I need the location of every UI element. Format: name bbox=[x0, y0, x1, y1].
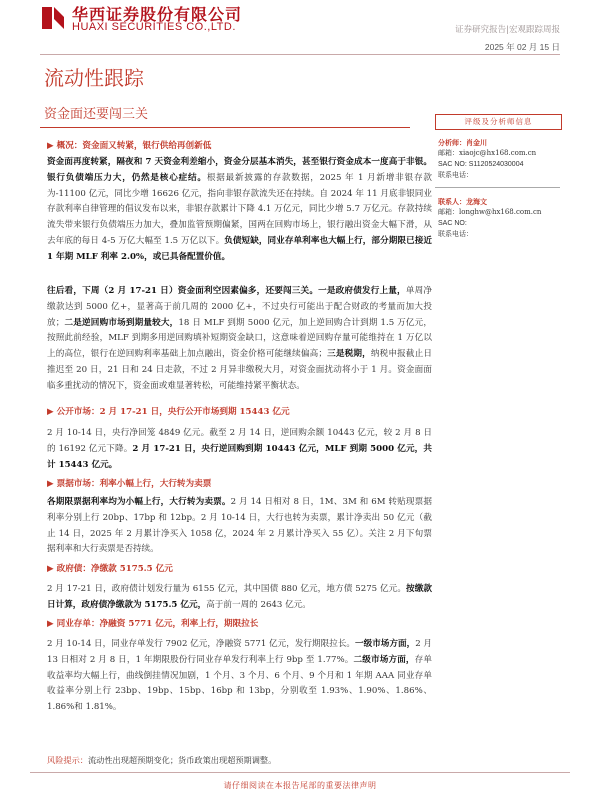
overview-p1-text: 根据最新披露的存款数据，2025 年 1 月新增非银存款为-11100 亿元，同比少增 16626 亿元，指向非银存款流失还在持续。自 2024 年 11 月底非银同业存款利率自律管理的倡议发布以来，非银存款累计下降 4.1 万亿元，同比少增 5.7 万亿元。存款持续流失带来银行负债端压力加大，叠加监管预期偏紧，国两在回购市场上，银行融出资金大幅下滑，从去年底的每日 4-5 万亿大幅至 1.5 万亿以下。 bbox=[47, 172, 432, 246]
footer-divider bbox=[30, 772, 570, 773]
section-heading-gov-bonds: ▶ 政府债：净缴款 5175.5 亿元 bbox=[47, 564, 173, 574]
gov-bonds-text2: 高于前一周的 2643 亿元。 bbox=[206, 599, 311, 610]
section-overview-p2 bbox=[47, 284, 432, 395]
contact-name: 联系人：龙海文 bbox=[438, 197, 487, 206]
ncd-text2: 2 月 13 日相对 2 月 8 日，1 年期限股份行同业存单发行利率上行 9bp 至 1.77%。 bbox=[47, 639, 432, 665]
brand-name-cn: 华西证券股份有限公司 bbox=[72, 5, 243, 24]
overview-p2-bold: 往后看，下周（2 月 17-21 日）资金面利空因素偏多，还要闯三关。一是政府债发行上量， bbox=[47, 286, 406, 296]
huaxi-logo-icon bbox=[40, 5, 66, 31]
subtitle-divider bbox=[40, 127, 410, 128]
ncd-text: 2 月 10-14 日，同业存单发行 7902 亿元，净融资 5771 亿元，发行期限拉长。 bbox=[47, 639, 356, 649]
gov-bonds-bold: 按缴款日计算，政府债净缴款为 5175.5 亿元， bbox=[47, 584, 432, 610]
footer-disclaimer: 请仔细阅读在本报告尾部的重要法律声明 bbox=[223, 781, 377, 790]
open-market-bold: 2 月 17-21 日，央行逆回购到期 10443 亿元，MLF 到期 5000 亿元，共计 15443 亿元。 bbox=[47, 443, 432, 470]
risk-label: 风险提示： bbox=[47, 755, 88, 765]
analyst-phone: 联系电话： bbox=[438, 171, 473, 179]
risk-text: 流动性出现超预期变化；货币政策出现超预期调整。 bbox=[87, 755, 277, 765]
analyst-sac: SAC NO: S1120524030004 bbox=[438, 161, 524, 168]
section-heading-bills: ▶ 票据市场：利率小幅上行，大行转为卖票 bbox=[47, 479, 212, 489]
section-overview-p1 bbox=[47, 155, 432, 266]
ncd-text3: 存单收益率均大幅上行，曲线倒挂情况加剧，1 个月、3 个月、6 个月、9 个月和 1 年期 AAA 同业存单收益率分别上行 23bp、19bp、15bp、16bp 和 13bp，分别收至 1.93%、1.90%、1.86%、1.86%和 1.81%。 bbox=[47, 654, 432, 713]
contact-email: 邮箱：longhw@hx168.com.cn bbox=[438, 208, 542, 216]
risk-warning bbox=[47, 755, 276, 766]
gov-bonds-text: 2 月 17-21 日，政府债计划发行量为 6155 亿元，其中国债 880 亿元，地方债 5275 亿元。 bbox=[47, 584, 407, 594]
section-bills-p bbox=[47, 495, 432, 558]
report-subtitle: 资金面还要闯三关 bbox=[44, 107, 149, 122]
contact-phone: 联系电话： bbox=[438, 230, 473, 238]
analyst-email: 邮箱：xiaojc@hx168.com.cn bbox=[438, 149, 537, 157]
section-gov-bonds-p bbox=[47, 582, 432, 614]
overview-p2-bold2: 二是逆回购市场到期量较大， bbox=[64, 317, 179, 328]
analyst-name: 分析师：肖金川 bbox=[438, 138, 487, 147]
overview-p2-text3: 纳税申报截止日推迟至 20 日，21 日和 24 日走款，不过 2 月异非缴税大月，对资金面扰动将小于 1 月。资金面面临多重扰动的情况下，资金面或难显著转松，可能维持紧平衡状态。 bbox=[47, 349, 432, 391]
brand-name-en: HUAXI SECURITIES CO.,LTD. bbox=[72, 21, 236, 33]
section-ncd-p bbox=[47, 637, 432, 716]
overview-p2-text: 单周净缴款达到 5000 亿+，显著高于前几周的 2000 亿+，不过央行可能出于配合财政的考量而加大投放； bbox=[47, 286, 432, 328]
report-type: 证券研究报告|宏观跟踪周报 bbox=[455, 25, 560, 35]
contact-sac: SAC NO: bbox=[438, 220, 467, 227]
ncd-bold2: 二级市场方面， bbox=[353, 654, 415, 665]
bills-bold: 各期限票据利率均为小幅上行，大行转为卖票。 bbox=[47, 497, 231, 507]
report-title: 流动性跟踪 bbox=[44, 66, 144, 90]
overview-p2-text2: 18 日 MLF 到期 5000 亿元，加上逆回购合计到期 1.5 万亿元，按照此前经验，MLF 到期多用逆回购填补短期资金缺口，这意味着逆回购存量可能维持在 1 万亿以上的高位，银行在逆回购利率基础上加点融出，资金价格可能继续偏高； bbox=[47, 317, 432, 360]
analyst-info-box-title: 评级及分析师信息 bbox=[435, 114, 562, 130]
section-heading-open-market: ▶ 公开市场：2 月 17-21 日，央行公开市场到期 15443 亿元 bbox=[47, 407, 290, 417]
overview-p2-bold3: 三是税期， bbox=[326, 349, 371, 360]
overview-p1-bold: 资金面再度转紧，隔夜和 7 天资金利差缩小，资金分层基本消失，甚至银行资金成本一度高于非银。银行负债端压力大，仍然是核心症结。 bbox=[47, 157, 432, 183]
section-heading-ncd: ▶ 同业存单：净融资 5771 亿元，利率上行，期限拉长 bbox=[47, 619, 259, 629]
ncd-bold: 一级市场方面， bbox=[355, 639, 416, 649]
report-date: 2025 年 02 月 15 日 bbox=[484, 42, 560, 52]
bills-text: 2 月 14 日相对 8 日，1M、3M 和 6M 转贴现票据利率分别上行 20bp、17bp 和 12bp。2 月 10-14 日，大行也转为卖票，累计净卖出 50 亿元（截止 14 日，2025 年 2 月累计净买入 1058 亿，2024 年 2 月累计净买入 55 亿）。关注 2 月下旬票据利率和大行卖票是否持续。 bbox=[47, 497, 432, 555]
section-heading-overview: ▶ 概况：资金面又转紧，银行供给再创新低 bbox=[47, 141, 212, 151]
header-divider bbox=[40, 54, 560, 55]
open-market-text: 2 月 10-14 日，央行净回笼 4849 亿元。截至 2 月 14 日，逆回购余额 10443 亿元，较 2 月 8 日的 16192 亿元下降。 bbox=[47, 428, 432, 454]
sidebar-divider bbox=[435, 187, 560, 188]
section-open-market-p bbox=[47, 426, 432, 473]
overview-p1-bold2: 负债短缺，同业存单利率也大幅上行，部分期限已接近 1 年期 MLF 利率 2.0%，或已具备配置价值。 bbox=[47, 235, 432, 262]
